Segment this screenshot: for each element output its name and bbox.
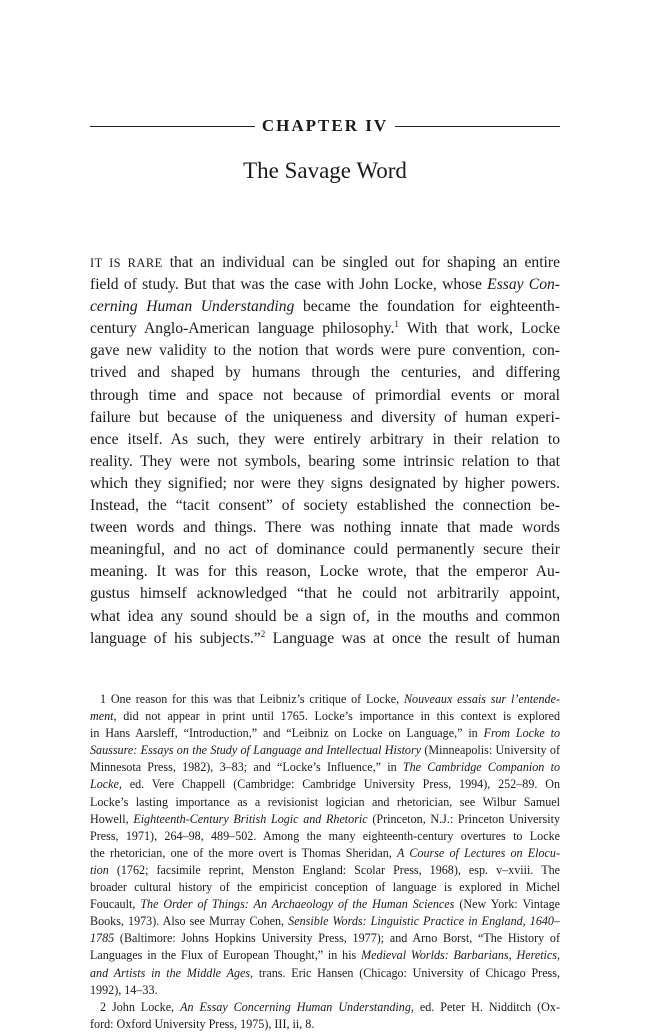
footnote-1-line: the rhetorician, one of the more overt is Thomas Sheridan, A Course of Lectures on Elocu-: [90, 845, 560, 860]
footnote-ref-2[interactable]: 2: [260, 628, 266, 639]
body-line: tween words and things. There was nothing innate that made words: [90, 519, 560, 537]
chapter-label: CHAPTER IV: [261, 116, 389, 135]
body-line: cerning Human Understanding became the foundation for eighteenth-: [90, 298, 560, 316]
body-line: trived and shaped by humans through the centuries, and differing: [90, 364, 560, 382]
body-line: which they signified; nor were they signs designated by higher powers.: [90, 474, 560, 492]
footnote-1-line: Locke’s lasting importance as a revisionist logician and rhetorician, see Wilbur Samuel: [90, 794, 560, 809]
body-line: ence itself. As such, they were entirely arbitrary in their relation to: [90, 430, 560, 448]
body-text: [90, 252, 560, 650]
footnote-1-line: ment, did not appear in print until 1765. Locke’s importance in this context is explored: [90, 709, 560, 724]
body-line: Instead, the “tacit consent” of society established the connection be-: [90, 497, 560, 515]
body-line: through time and space not because of primordial events or moral: [90, 386, 560, 404]
footnote-1-line: Foucault, The Order of Things: An Archaeology of the Human Sciences (New York: Vintage: [90, 897, 560, 912]
body-line: field of study. But that was the case with John Locke, whose Essay Con-: [90, 276, 560, 294]
footnote-2-line: ford: Oxford University Press, 1975), III, ii, 8.: [90, 1016, 315, 1031]
body-line: meaning. It was for this reason, Locke wrote, that the emperor Au-: [90, 563, 560, 581]
footnote-1-line: in Hans Aarsleff, “Introduction,” and “Leibniz on Locke on Language,” in From Locke to: [90, 726, 560, 741]
footnote-1-line: Press, 1971), 264–98, 489–502. Among the many eighteenth-century overtures to Locke: [90, 828, 560, 843]
body-line: gustus himself acknowledged “that he could not arbitrarily appoint,: [90, 585, 560, 603]
footnote-1-line: and Artists in the Middle Ages, trans. Eric Hansen (Chicago: University of Chicago Press,: [90, 965, 560, 980]
footnote-1-line: tion (1762; facsimile reprint, Menston England: Scolar Press, 1968), esp. v–xviii. The: [90, 862, 560, 877]
right-rule: [395, 126, 560, 127]
footnote-1-line: 1785 (Baltimore: Johns Hopkins University Press, 1977); and Arno Borst, “The History of: [90, 931, 560, 946]
footnote-ref-1[interactable]: 1: [394, 319, 399, 330]
body-line: reality. They were not symbols, bearing some intrinsic relation to that: [90, 452, 560, 470]
footnote-1-line: Languages in the Flux of European Thought,” in his Medieval Worlds: Barbarians, Heretics,: [90, 948, 560, 963]
footnote-1-line: 1 One reason for this was that Leibniz’s critique of Locke, Nouveaux essais sur l’entende-: [100, 692, 560, 706]
footnote-1-line: Howell, Eighteenth-Century British Logic and Rhetoric (Princeton, N.J.: Princeton University: [90, 811, 560, 826]
footnote-1-line: broader cultural history of the empiricist conception of language is explored in Michel: [90, 880, 560, 895]
body-line: what idea any sound should be a sign of, in the mouths and common: [90, 607, 560, 625]
body-line: language of his subjects.”$^2$ Language was at once the result of human: [90, 628, 560, 647]
footnote-1-line: Saussure: Essays on the Study of Language and Intellectual History (Minneapolis: University of: [90, 743, 560, 758]
body-line: gave new validity to the notion that words were pure convention, con-: [90, 342, 560, 360]
chapter-heading: [90, 116, 560, 136]
footnote-2-line: 2 John Locke, An Essay Concerning Human Understanding, ed. Peter H. Nidditch (Ox-: [100, 999, 560, 1014]
footnote-1-line: Locke, ed. Vere Chappell (Cambridge: Cambridge University Press, 1994), 252–89. On: [90, 777, 560, 792]
footnote-1-line: 1992), 14–33.: [90, 982, 158, 997]
footnote-1-line: Books, 1973). Also see Murray Cohen, Sensible Words: Linguistic Practice in England, 1640–: [90, 914, 560, 929]
left-rule: [90, 126, 255, 127]
body-line: century Anglo-American language philosophy.$^1$ With that work, Locke: [90, 319, 560, 338]
opening-smallcaps: IT IS RARE: [90, 256, 163, 270]
body-line: IT IS RARE that an individual can be singled out for shaping an entire: [90, 254, 560, 271]
body-line: meaningful, and no act of dominance could permanently secure their: [90, 541, 560, 559]
body-line: failure but because of the uniqueness and diversity of human experi-: [90, 408, 560, 426]
footnote-1-line: Minnesota Press, 1982), 3–83; and “Locke’s Influence,” in The Cambridge Companion to: [90, 760, 560, 775]
chapter-title: The Savage Word: [243, 158, 407, 183]
footnotes: [90, 691, 560, 1033]
